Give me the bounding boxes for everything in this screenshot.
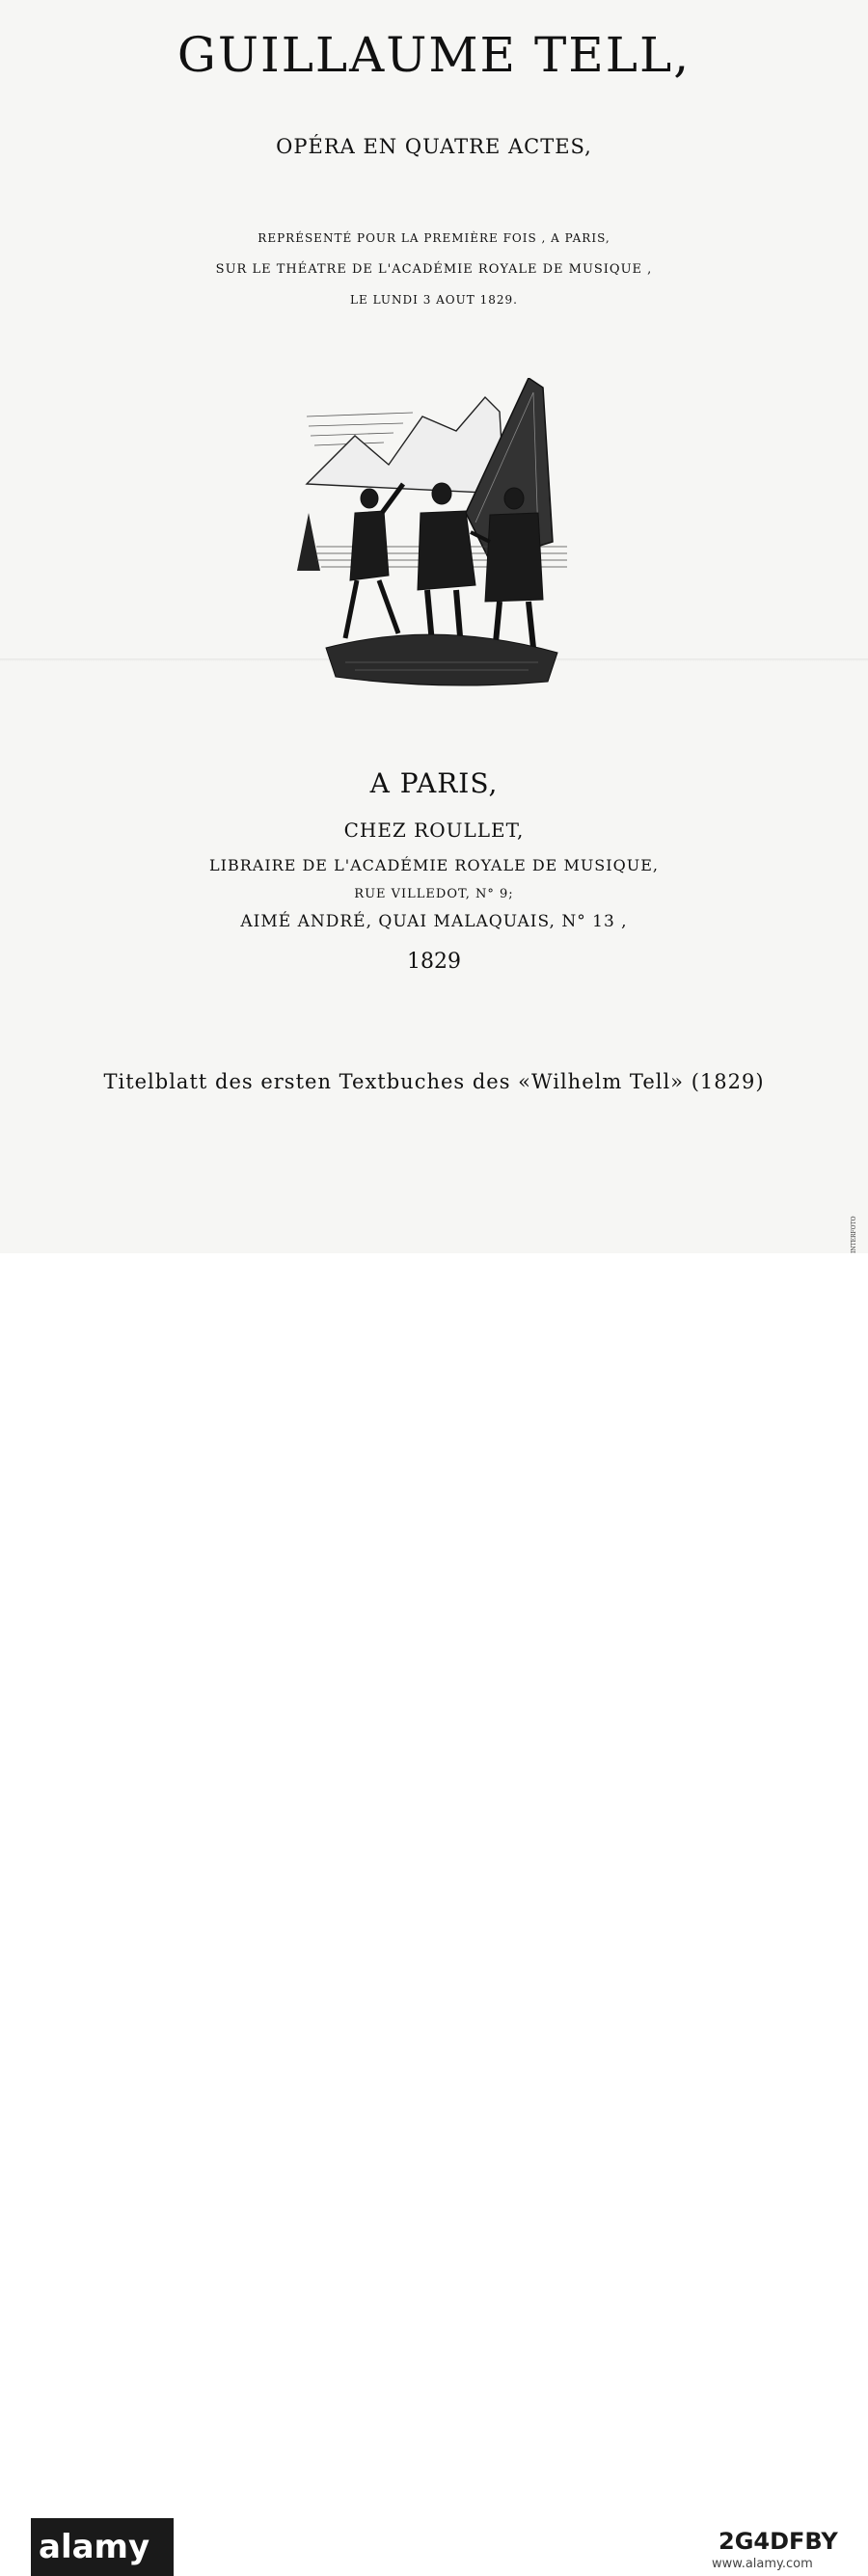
performance-line-3: LE LUNDI 3 AOUT 1829. bbox=[350, 293, 518, 307]
publisher-role: LIBRAIRE DE L'ACADÉMIE ROYALE DE MUSIQUE, bbox=[209, 856, 659, 874]
ground bbox=[326, 634, 557, 685]
co-publisher: AIMÉ ANDRÉ, QUAI MALAQUAIS, N° 13 , bbox=[240, 912, 628, 931]
engraving-illustration bbox=[297, 378, 577, 691]
figure-center bbox=[418, 483, 475, 648]
mountain-small bbox=[297, 513, 320, 571]
performance-line-1: REPRÉSENTÉ POUR LA PREMIÈRE FOIS , A PARIS, bbox=[258, 231, 610, 245]
image-code: 2G4DFBY bbox=[719, 2528, 838, 2555]
credit-watermark: INTERFOTO bbox=[851, 1216, 857, 1253]
stock-footer bbox=[0, 1253, 868, 2571]
figure-left bbox=[345, 484, 403, 638]
caption: Titelblatt des ersten Textbuches des «Wilhelm Tell» (1829) bbox=[103, 1070, 765, 1093]
place: A PARIS, bbox=[369, 767, 499, 799]
subtitle: OPÉRA EN QUATRE ACTES, bbox=[276, 135, 592, 158]
alamy-logo: alamy bbox=[39, 2528, 150, 2566]
publisher: CHEZ ROULLET, bbox=[343, 818, 525, 842]
performance-line-2: SUR LE THÉATRE DE L'ACADÉMIE ROYALE DE MUSIQUE , bbox=[215, 262, 653, 277]
year: 1829 bbox=[407, 950, 461, 974]
site-url[interactable]: www.alamy.com bbox=[712, 2557, 813, 2571]
mountain-left bbox=[307, 397, 504, 494]
address: RUE VILLEDOT, N° 9; bbox=[354, 887, 514, 901]
document-page bbox=[0, 0, 868, 1253]
title: GUILLAUME TELL, bbox=[176, 27, 692, 83]
